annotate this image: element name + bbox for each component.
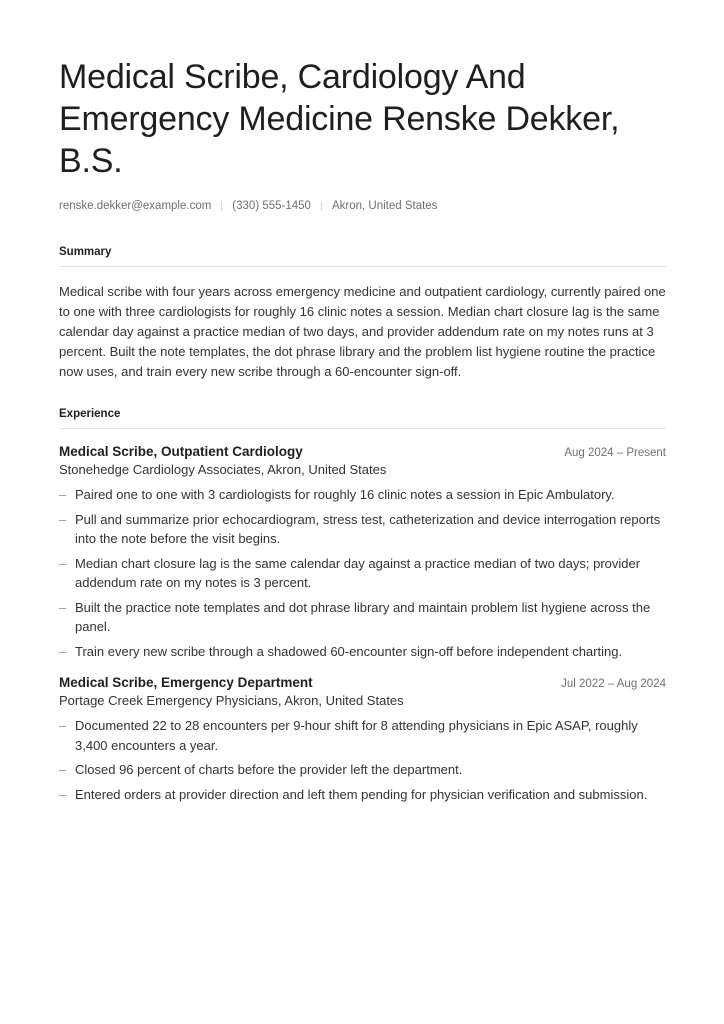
dash-marker: – [59, 487, 67, 502]
bullet-item [59, 485, 666, 505]
job-header [59, 675, 666, 690]
contact-line [59, 200, 666, 212]
job-header [59, 444, 666, 459]
job-bullets [59, 485, 666, 661]
summary-section [59, 246, 666, 382]
bullet-item [59, 716, 666, 755]
job-bullets [59, 716, 666, 804]
summary-text: Medical scribe with four years across emergency medicine and outpatient cardiology, currently paired one to one with three cardiologists for roughly 16 clinic notes a session. Median chart closure lag is the same calendar day against a practice median of two days, and provider addendum rate on my notes runs at 3 percent. Built the note templates, the dot phrase library and the problem list hygiene routine the practice now uses, and train every new scribe through a 60-encounter sign-off. [59, 284, 666, 379]
dash-marker: – [59, 762, 67, 777]
job-organization: Portage Creek Emergency Physicians, Akron, United States [59, 693, 404, 708]
contact-divider [221, 201, 222, 211]
bullet-text: Documented 22 to 28 encounters per 9-hour shift for 8 attending physicians in Epic ASAP, roughly 3,400 encounters a year. [75, 718, 638, 753]
bullet-text: Entered orders at provider direction and left them pending for physician verification and submission. [75, 786, 648, 802]
bullet-item [59, 760, 666, 780]
bullet-text: Pull and summarize prior echocardiogram, stress test, catheterization and device interrogation reports into the note before the visit begins. [75, 511, 661, 546]
dash-marker: – [59, 786, 67, 802]
experience-section [59, 408, 666, 804]
bullet-item [59, 642, 666, 662]
job-title: Medical Scribe, Outpatient Cardiology [59, 444, 303, 459]
job-entry [59, 675, 666, 804]
job-organization: Stonehedge Cardiology Associates, Akron, United States [59, 462, 387, 477]
job-dates: Jul 2022 – Aug 2024 [561, 678, 666, 690]
dash-marker: – [59, 511, 67, 527]
bullet-item [59, 598, 666, 637]
dash-marker: – [59, 555, 67, 571]
contact-location: Akron, United States [331, 200, 438, 212]
candidate-name: Medical Scribe, Cardiology And Emergency Medicine Renske Dekker, B.S. [59, 58, 620, 180]
bullet-text: Built the practice note templates and dot phrase library and maintain problem list hygiene across the panel. [75, 599, 651, 634]
bullet-text: Median chart closure lag is the same calendar day against a practice median of two days; provider addendum rate on my notes is 3 percent. [75, 555, 641, 590]
experience-heading: Experience [59, 408, 666, 429]
bullet-text: Closed 96 percent of charts before the provider left the department. [75, 762, 463, 777]
job-title: Medical Scribe, Emergency Department [59, 675, 313, 690]
dash-marker: – [59, 718, 67, 733]
bullet-item [59, 785, 666, 805]
summary-heading: Summary [59, 246, 666, 267]
dash-marker: – [59, 599, 67, 615]
job-dates: Aug 2024 – Present [564, 447, 666, 459]
bullet-item [59, 554, 666, 593]
contact-phone: (330) 555-1450 [232, 200, 311, 212]
contact-divider [321, 201, 322, 211]
bullet-text: Train every new scribe through a shadowed 60-encounter sign-off before independent charting. [75, 643, 623, 659]
contact-email: renske.dekker@example.com [59, 200, 212, 212]
job-entry [59, 444, 666, 661]
dash-marker: – [59, 643, 67, 659]
bullet-item [59, 510, 666, 549]
bullet-text: Paired one to one with 3 cardiologists for roughly 16 clinic notes a session in Epic Ambulatory. [75, 487, 615, 502]
